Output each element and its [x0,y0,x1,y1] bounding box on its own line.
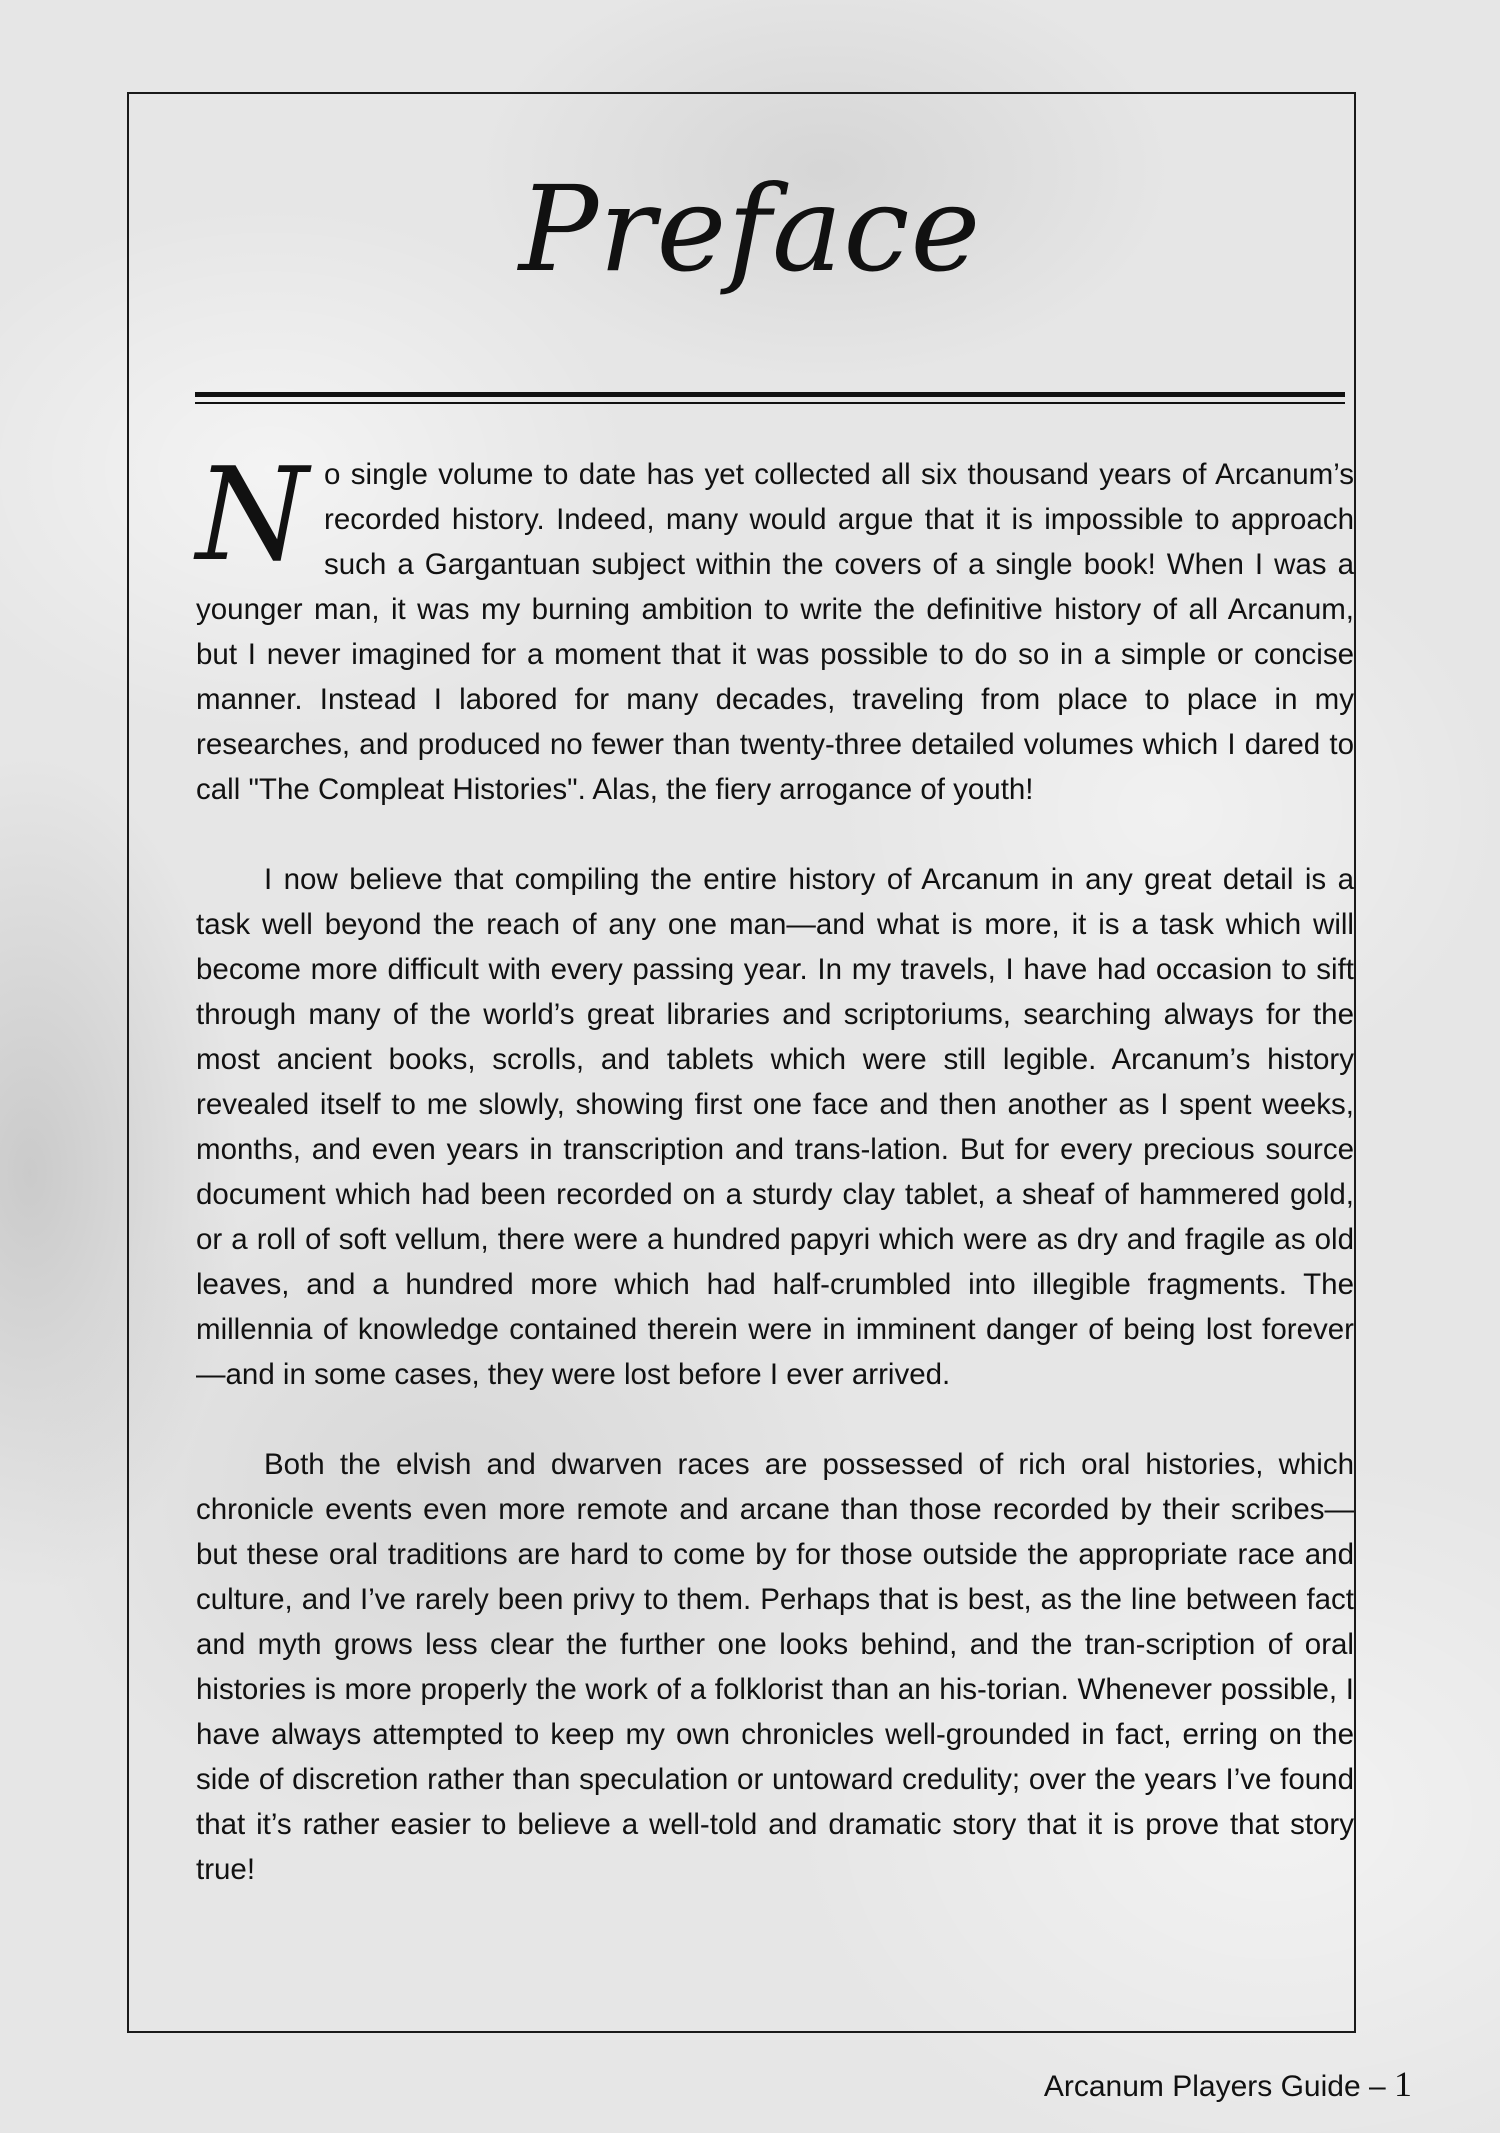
page-number: 1 [1394,2064,1412,2104]
paragraph-3: Both the elvish and dwarven races are possessed of rich oral histories, which chronicle events even more remote and arcane than those recorded by their scribes—but these oral traditions are hard to come by for those outside the appropriate race and culture, and I’ve rarely been privy to them. Perhaps that is best, as the line between fact and myth grows less clear the further one looks behind, and the tran-scription of oral histories is more properly the work of a folklorist than an his-torian. Whenever possible, I have always attempted to keep my own chronicles well-grounded in fact, erring on the side of discretion rather than speculation or untoward credulity; over the years I’ve found that it’s rather easier to believe a well-told and dramatic story that it is prove that story true! [196,1448,1354,1886]
title-rule-thin [195,402,1345,404]
footer-book-title: Arcanum Players Guide – [1043,2070,1386,2103]
paragraph-1 [196,441,1354,812]
page-title: Preface [518,160,982,298]
paragraph-1-text: o single volume to date has yet collected all six thousand years of Arcanum’s recorded history. Indeed, many would argue that it is impossible to approach such a Gargantuan subject within the covers of a single book! When I was a younger man, it was my burning ambition to write the definitive history of all Arcanum, but I never imagined for a moment that it was possible to do so in a simple or concise manner. Instead I labored for many decades, traveling from place to place in my researches, and produced no fewer than twenty-three detailed volumes which I dared to call "The Compleat Histories". Alas, the fiery arrogance of youth! [196,458,1354,806]
title-rule-thick [195,392,1345,397]
paragraph-2: I now believe that compiling the entire history of Arcanum in any great detail is a task well beyond the reach of any one man—and what is more, it is a task which will become more difficult with every passing year. In my travels, I have had occasion to sift through many of the world’s great libraries and scriptoriums, searching always for the most ancient books, scrolls, and tablets which were still legible. Arcanum’s history revealed itself to me slowly, showing first one face and then another as I spent weeks, months, and even years in transcription and trans-lation. But for every precious source document which had been recorded on a sturdy clay tablet, a sheaf of hammered gold, or a roll of soft vellum, there were a hundred papyri which were as dry and fragile as old leaves, and a hundred more which had half-crumbled into illegible fragments. The millennia of knowledge contained therein were in imminent danger of being lost forever—and in some cases, they were lost before I ever arrived. [196,863,1354,1391]
preface-body [196,441,1354,1937]
page-footer [1044,2063,1412,2105]
drop-cap: N [196,441,308,590]
